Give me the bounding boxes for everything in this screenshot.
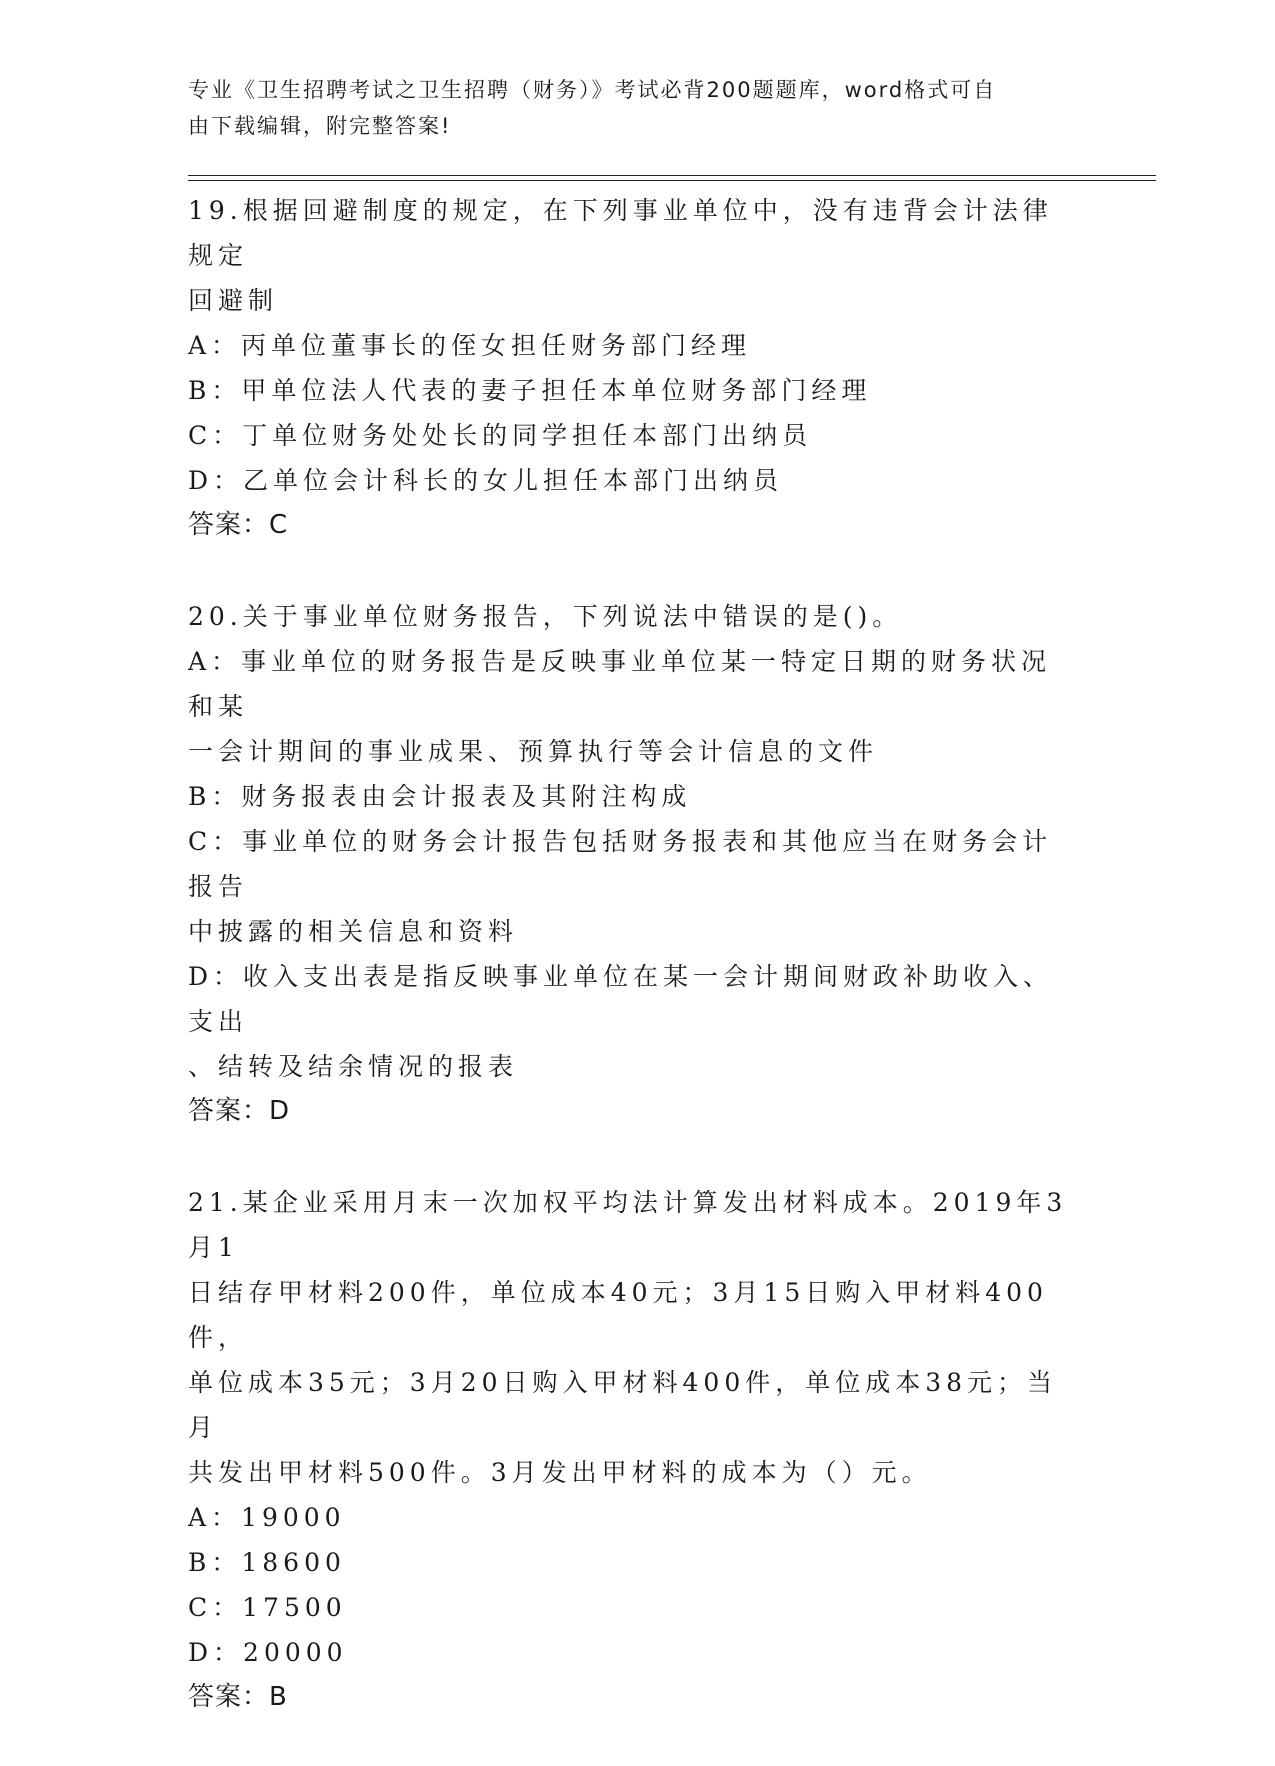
answer-line: 答案：C (188, 510, 289, 540)
header-line-1: 专业《卫生招聘考试之卫生招聘（财务）》考试必背200题题库，word格式可自 (188, 78, 997, 102)
option-a: A：19000 (188, 1503, 346, 1532)
option-d: D：20000 (188, 1638, 348, 1667)
option-a: A：丙单位董事长的侄女担任财务部门经理 (188, 331, 752, 360)
question-stem-line: 单位成本35元；3月20日购入甲材料400件，单位成本38元；当月 (188, 1368, 1058, 1442)
option-a-continued: 一会计期间的事业成果、预算执行等会计信息的文件 (188, 737, 879, 766)
option-b: B：18600 (188, 1548, 346, 1577)
option-b: B：甲单位法人代表的妻子担任本单位财务部门经理 (188, 376, 872, 405)
question-stem-line: 21.某企业采用月末一次加权平均法计算发出材料成本。2019年3月1 (188, 1188, 1068, 1262)
header-line-2: 由下载编辑，附完整答案! (188, 114, 452, 138)
option-d: D：收入支出表是指反映事业单位在某一会计期间财政补助收入、支出 (188, 962, 1054, 1036)
question-stem-line: 日结存甲材料200件，单位成本40元；3月15日购入甲材料400件， (188, 1278, 1048, 1352)
answer-line: 答案：D (188, 1096, 291, 1126)
option-c: C：事业单位的财务会计报告包括财务报表和其他应当在财务会计报告 (188, 827, 1053, 901)
question-stem-line: 共发出甲材料500件。3月发出甲材料的成本为（）元。 (188, 1458, 932, 1487)
option-a: A：事业单位的财务报告是反映事业单位某一特定日期的财务状况和某 (188, 647, 1052, 721)
question-stem-line: 20.关于事业单位财务报告，下列说法中错误的是()。 (188, 602, 903, 631)
option-c-continued: 中披露的相关信息和资料 (188, 917, 519, 946)
question-list (188, 188, 1078, 1766)
question-19 (188, 188, 1078, 548)
header-divider-top (188, 175, 1156, 176)
header-divider-bottom (188, 180, 1156, 181)
question-stem-line: 19.根据回避制度的规定，在下列事业单位中，没有违背会计法律规定 (188, 196, 1053, 270)
document-header (188, 72, 1068, 144)
question-21 (188, 1180, 1078, 1720)
answer-line: 答案：B (188, 1682, 288, 1712)
option-b: B：财务报表由会计报表及其附注构成 (188, 782, 692, 811)
option-c: C：丁单位财务处处长的同学担任本部门出纳员 (188, 421, 813, 450)
option-d-continued: 、结转及结余情况的报表 (188, 1052, 519, 1081)
option-d: D：乙单位会计科长的女儿担任本部门出纳员 (188, 466, 784, 495)
option-c: C：17500 (188, 1593, 347, 1622)
question-stem-line: 回避制 (188, 286, 279, 315)
question-20 (188, 594, 1078, 1134)
